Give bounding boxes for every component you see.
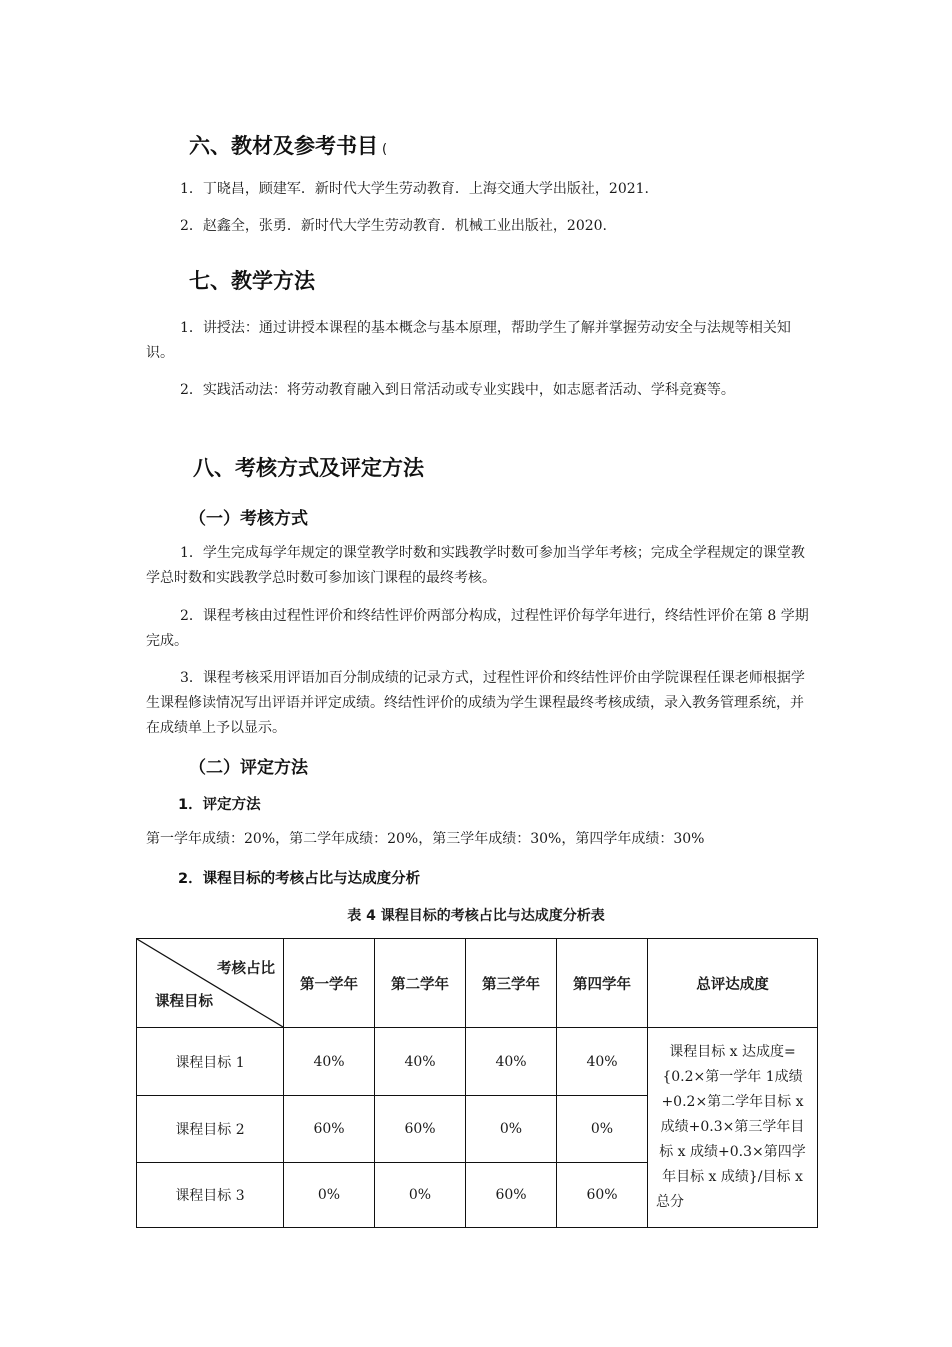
- reference-item-2: 2．赵鑫全，张勇．新时代大学生劳动教育．机械工业出版社，2020.: [180, 218, 607, 234]
- assessment-subheading: （一）考核方式: [189, 509, 308, 529]
- table-row: [137, 1028, 818, 1096]
- row-label: 课程目标 1: [137, 1028, 284, 1096]
- formula-cell: 课程目标 x 达成度={0.2×第一学年 1成绩+0.2×第二学年目标 x 成绩+0.3×第三学年目标 x 成绩+0.3×第四学年目标 x 成绩}/目标 x 总分: [648, 1028, 818, 1228]
- method-item-2: 2．实践活动法：将劳动教育融入到日常活动或专业实践中，如志愿者活动、学科竞赛等。: [180, 382, 735, 398]
- cell-value: 40%: [466, 1028, 557, 1096]
- header-year2: 第二学年: [375, 939, 466, 1028]
- evaluation-weights: 第一学年成绩：20%，第二学年成绩：20%，第三学年成绩：30%，第四学年成绩：30%: [146, 831, 705, 847]
- cell-value: 40%: [375, 1028, 466, 1096]
- cell-value: 60%: [557, 1163, 648, 1228]
- assessment-item-3: 3．课程考核采用评语加百分制成绩的记录方式，过程性评价和终结性评价由学院课程任课老师根据学生课程修读情况写出评语并评定成绩。终结性评价的成绩为学生课程最终考核成绩，录入教务管理系统，并在成绩单上予以显示。: [146, 670, 805, 736]
- table-corner-cell: [137, 939, 284, 1028]
- cell-value: 60%: [284, 1096, 375, 1163]
- header-year3: 第三学年: [466, 939, 557, 1028]
- evaluation-point2-title: 2．课程目标的考核占比与达成度分析: [178, 871, 421, 887]
- diagonal-line: [137, 939, 283, 1027]
- row-label: 课程目标 2: [137, 1096, 284, 1163]
- cell-value: 40%: [557, 1028, 648, 1096]
- section6-heading: 六、教材及参考书目 (: [189, 134, 388, 158]
- corner-label-top: 考核占比: [217, 961, 275, 977]
- section8-heading: 八、考核方式及评定方法: [193, 456, 424, 480]
- assessment-item-2: 2．课程考核由过程性评价和终结性评价两部分构成，过程性评价每学年进行，终结性评价在第 8 学期完成。: [146, 608, 809, 649]
- cell-value: 0%: [466, 1096, 557, 1163]
- cell-value: 0%: [284, 1163, 375, 1228]
- cell-value: 60%: [466, 1163, 557, 1228]
- cell-value: 60%: [375, 1096, 466, 1163]
- cell-value: 0%: [375, 1163, 466, 1228]
- table-caption: 表 4 课程目标的考核占比与达成度分析表: [347, 908, 605, 924]
- evaluation-point1-title: 1．评定方法: [178, 797, 261, 813]
- header-year4: 第四学年: [557, 939, 648, 1028]
- header-year1: 第一学年: [284, 939, 375, 1028]
- corner-label-bottom: 课程目标: [155, 994, 213, 1010]
- row-label: 课程目标 3: [137, 1163, 284, 1228]
- course-objective-table: [136, 938, 818, 1228]
- assessment-item-1: 1．学生完成每学年规定的课堂教学时数和实践教学时数可参加当学年考核；完成全学程规定的课堂教学总时数和实践教学总时数可参加该门课程的最终考核。: [146, 545, 805, 586]
- reference-item-1: 1．丁晓昌，顾建军．新时代大学生劳动教育．上海交通大学出版社，2021.: [180, 181, 649, 197]
- section7-heading: 七、教学方法: [189, 269, 315, 293]
- cell-value: 0%: [557, 1096, 648, 1163]
- evaluation-subheading: （二）评定方法: [189, 758, 308, 778]
- table-header-row: [137, 939, 818, 1028]
- header-overall: 总评达成度: [648, 939, 818, 1028]
- cell-value: 40%: [284, 1028, 375, 1096]
- method-item-1: 1．讲授法：通过讲授本课程的基本概念与基本原理，帮助学生了解并掌握劳动安全与法规等相关知识。: [146, 320, 791, 361]
